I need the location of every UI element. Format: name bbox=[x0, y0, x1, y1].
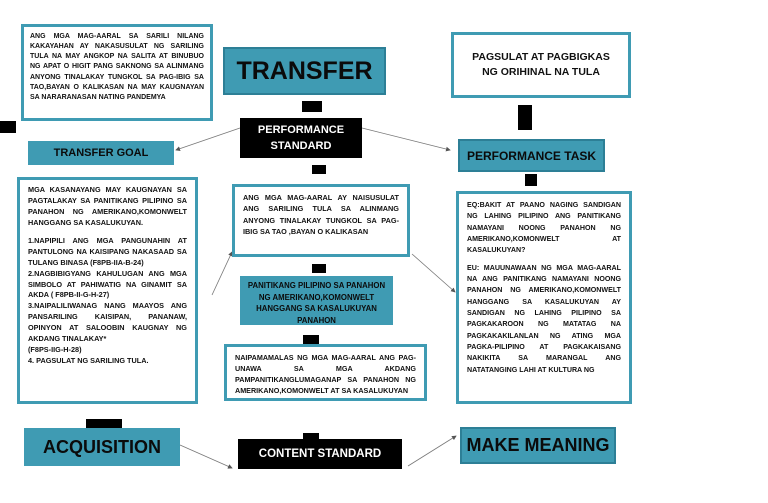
content-standard-box bbox=[224, 344, 427, 401]
task-title: PAGSULAT AT PAGBIGKAS NG ORIHINAL NA TULA bbox=[472, 51, 610, 78]
competencies-box bbox=[17, 177, 198, 404]
performance-standard-label: PERFORMANCE STANDARD bbox=[240, 118, 362, 158]
competencies-list bbox=[28, 185, 187, 367]
intro-box bbox=[21, 24, 213, 121]
arrow-to-make-meaning bbox=[408, 436, 456, 466]
arrow-to-performance-standard-box bbox=[212, 252, 232, 295]
marker-square bbox=[312, 264, 326, 273]
transfer-goal-label: TRANSFER GOAL bbox=[28, 141, 174, 165]
essential-question: EQ:BAKIT AT PAANO NAGING SANDIGAN NG LAHING PILIPINO ANG PANITIKANG NAMAYANI NOONG PANAHON NG AMERIKANO,KOMONWELT AT KASALUKUYAN? bbox=[467, 201, 621, 255]
performance-standard-box bbox=[232, 184, 410, 257]
competency-item-3: 3.NAIPALILIWANAG NANG MAAYOS ANG PANSARILING KAISIPAN, PANANAW, OPINYON AT SALOOBIN KAUGNAY NG AKDANG TINALAKAY* bbox=[28, 301, 187, 344]
competency-item-2: 2.NAGBIBIGYANG KAHULUGAN ANG MGA SIMBOLO AT PAHIWATIG NA GINAMIT SA AKDA ( F8PB-II-G-H-27) bbox=[28, 268, 187, 300]
competencies-intro: MGA KASANAYANG MAY KAUGNAYAN SA PAGTALAKAY SA PANITIKANG PILIPINO SA PANAHON NG AMERIKANO,KOMONWELT HANGGANG SA KASALUKUYAN. bbox=[28, 185, 187, 227]
acquisition-label: ACQUISITION bbox=[24, 428, 180, 466]
intro-text: ANG MGA MAG-AARAL SA SARILI NILANG KAKAYAHAN AY NAKASUSULAT NG SARILING TULA NA MAY ANGKOP NA SALITA AT BINUBUO NG APAT O HIGIT PANG SAKNONG SA ALINMANG ANYONG TINALAKAY TUNGKOL SA PAG-IBIG SA TAO,BAYAN O KALIKASAN NA MAY KAUGNAYAN SA NARARANASAN NATING PANDEMYA bbox=[30, 33, 204, 101]
essential-box bbox=[456, 191, 632, 404]
competency-item-3-code: (F8PS-IIG-H-28) bbox=[28, 345, 82, 355]
content-standard-text: NAIPAMAMALAS NG MGA MAG-AARAL ANG PAG-UNAWA SA MGA AKDANG PAMPANITIKANGLUMAGANAP SA PANAHON NG AMERIKANO,KOMONWELT AT SA KASALUKUYAN bbox=[235, 353, 416, 396]
transfer-title: TRANSFER bbox=[223, 47, 386, 95]
competency-item-1: 1.NAPIPILI ANG MGA PANGUNAHIN AT PANTULONG NA KAISIPANG NAKASAAD SA TULANG BINASA (F8PB-IIA-B-24) bbox=[28, 235, 187, 267]
performance-task-label: PERFORMANCE TASK bbox=[458, 139, 605, 172]
topic-title: PANITIKANG PILIPINO SA PANAHON NG AMERIKANO,KOMONWELT HANGGANG SA KASALUKUYAN PANAHON bbox=[240, 276, 393, 325]
performance-standard-text: ANG MGA MAG-AARAL AY NAISUSULAT ANG SARILING TULA SA ALINMANG ANYONG TINALAKAY TUNGKOL SA PAG-IBIG SA TAO ,BAYAN O KALIKASAN bbox=[243, 193, 399, 236]
marker-square bbox=[302, 101, 322, 112]
make-meaning-label: MAKE MEANING bbox=[460, 427, 616, 464]
task-title-box bbox=[451, 32, 631, 98]
arrow-to-essential-box bbox=[412, 254, 455, 292]
competency-item-4: 4. PAGSULAT NG SARILING TULA. bbox=[28, 356, 149, 366]
content-standard-label: CONTENT STANDARD bbox=[238, 439, 402, 469]
essential-understanding: EU: MAUUNAWAAN NG MGA MAG-AARAL NA ANG PANITIKANG NAMAYANI NOONG PANAHON NG AMERIKANO,KOMONWELT HANGGANG SA KASALUKUYAN AY SANDIGAN NG LAHING PILIPINO SA PAGKAKAROON NG MATATAG NA PAGKAKAKILANLAN NG ATING MGA PAGKA-PILIPINO AT PAGKAKAISANG NAKIKITA SA MARANGAL ANG NATATANGING LAHI AT KULTURA NG bbox=[467, 263, 621, 374]
marker-square bbox=[312, 165, 326, 174]
arrow-to-transfer-goal bbox=[176, 128, 240, 150]
arrow-to-performance-task bbox=[362, 128, 450, 150]
marker-square bbox=[525, 174, 537, 186]
marker-square bbox=[0, 121, 16, 133]
arrow-to-content-standard bbox=[180, 445, 232, 468]
marker-square bbox=[518, 105, 532, 130]
